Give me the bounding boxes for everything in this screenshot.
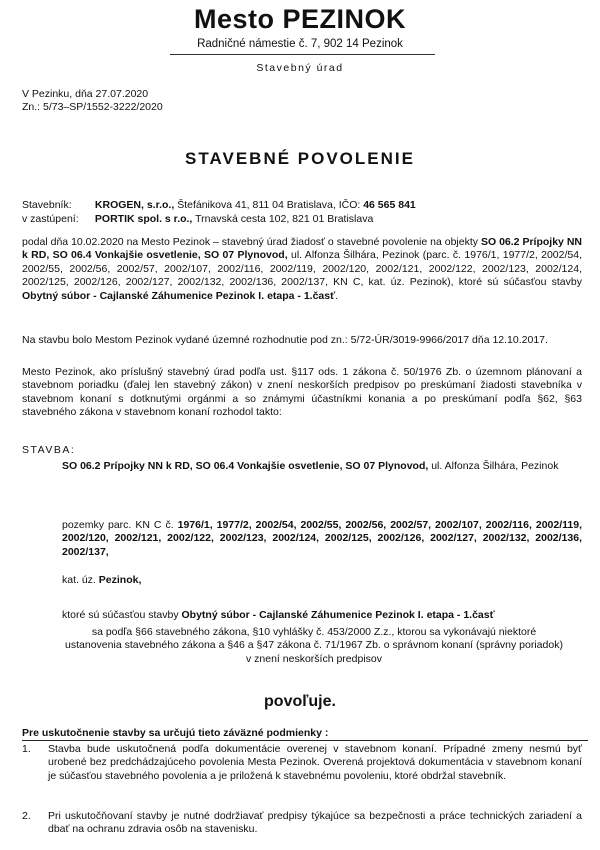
- date-line: V Pezinku, dňa 27.07.2020: [22, 88, 149, 100]
- office-name: Stavebný úrad: [256, 62, 344, 74]
- parcels-list: 1976/1, 1977/2, 2002/54, 2002/55, 2002/56, 2002/57, 2002/107, 2002/116, 2002/119, 2002/120, 2002/121, 2002/122, 2002/123, 2002/124, 2002/125, 2002/126, 2002/127, 2002/132, 2002/136, 2002/137,: [62, 519, 582, 558]
- builder-ico: 46 565 841: [363, 199, 416, 211]
- parcels-prefix: pozemky parc. KN C č.: [62, 519, 178, 531]
- project-line: [62, 609, 582, 622]
- project-prefix: ktoré sú súčasťou stavby: [62, 609, 182, 621]
- condition-number: 2.: [22, 810, 31, 822]
- request-text-2: ul. Alfonza Šilhára, Pezinok (parc. č. 1976/1, 1977/2, 2002/54, 2002/55, 2002/56, 2002/57, 2002/107, 2002/116, 2002/119, 2002/120, 2002/121, 2002/122, 2002/123, 2002/124, 2002/125, 2002/126, 2002/127, 2002/132, 2002/136, 2002/137, KN C, kat. úz. Pezinok), ktoré sú súčasťou stavby: [22, 249, 582, 289]
- builder-line: [22, 199, 582, 212]
- condition-text: Pri uskutočňovaní stavby je nutné dodržiavať predpisy týkajúce sa bezpečnosti a práce technických zariadení a dbať na ochranu zdravia osôb na stavenisku.: [48, 810, 582, 836]
- verdict: povoľuje.: [264, 693, 336, 710]
- condition-text: Stavba bude uskutočnená podľa dokumentácie overenej v stavebnom konaní. Prípadné zmeny nesmú byť urobené bez predchádzajúceho povolenia Mesta Pezinok. Overená projektová dokumentácia v stavebnom konaní je súčasťou stavebného povolenia a je priložená k stavebnému povoleniu, ktoré obdržal stavebník.: [48, 743, 582, 782]
- condition-item: [22, 810, 582, 840]
- stavba-place: ul. Alfonza Šilhára, Pezinok: [428, 460, 559, 472]
- header-divider: [170, 54, 435, 55]
- condition-item: [22, 743, 582, 809]
- parcels-paragraph: [62, 519, 582, 559]
- stavba-label: STAVBA:: [22, 444, 76, 456]
- builder-label: Stavebník:: [22, 199, 72, 211]
- agent-label: v zastúpení:: [22, 213, 79, 225]
- request-text-3: .: [335, 289, 339, 302]
- stavba-line: [62, 460, 572, 473]
- cadastral-prefix: kat. úz.: [62, 574, 99, 586]
- decision-paragraph: Mesto Pezinok, ako príslušný stavebný úrad podľa ust. §117 ods. 1 zákona č. 50/1976 Zb. o územnom plánovaní a stavebnom poriadku (ďalej len stavebný zákon) v znení neskorších predpisov po preskúmaní žiadosti stavebníka v stavebnom konaní s dotknutými orgánmi a so známymi účastníkmi konania a po preskúmaní podľa §62, §63 stavebného zákona v stavebnom konaní rozhodol takto:: [22, 366, 582, 419]
- builder-name: KROGEN, s.r.o.,: [94, 199, 175, 211]
- project-name: Obytný súbor - Cajlanské Záhumenice Pezinok I. etapa - 1.časť: [181, 609, 495, 621]
- stavba-name: SO 06.2 Prípojky NN k RD, SO 06.4 Vonkajšie osvetlenie, SO 07 Plynovod,: [62, 460, 429, 472]
- agent-address: Trnavská cesta 102, 821 01 Bratislava: [195, 213, 374, 225]
- cadastral-line: [62, 574, 141, 587]
- cadastral-name: Pezinok,: [98, 574, 142, 586]
- conditions-heading: Pre uskutočnenie stavby sa určujú tieto záväzné podmienky :: [22, 727, 329, 739]
- conditions-underline: [22, 740, 588, 741]
- document-heading: STAVEBNÉ POVOLENIE: [185, 149, 415, 168]
- request-objects: SO 06.2 Prípojky NN k RD, SO 06.4 Vonkajšie osvetlenie, SO 07 Plynovod,: [22, 236, 582, 262]
- city-title: Mesto PEZINOK: [193, 4, 407, 34]
- agent-line: [22, 213, 582, 226]
- condition-number: 1.: [22, 743, 31, 755]
- legal-basis: sa podľa §66 stavebného zákona, §10 vyhlášky č. 453/2000 Z.z., ktorou sa vykonávajú niektoré ustanovenia stavebného zákona a §46 a §47 zákona č. 71/1967 Zb. o správnom konaní (správny poriadok) v znení neskorších predpisov: [65, 626, 563, 665]
- zoning-paragraph: Na stavbu bolo Mestom Pezinok vydané územné rozhodnutie pod zn.: 5/72-ÚR/3019-9966/2017 dňa 12.10.2017.: [22, 334, 548, 346]
- request-project: Obytný súbor - Cajlanské Záhumenice Pezinok I. etapa - 1.časť: [22, 289, 336, 302]
- reference-number: Zn.: 5/73–SP/1552-3222/2020: [22, 101, 163, 113]
- builder-address: Štefánikova 41, 811 04 Bratislava, IČO:: [177, 199, 364, 211]
- request-text-1: podal dňa 10.02.2020 na Mesto Pezinok – stavebný úrad žiadosť o stavebné povolenie na objekty: [22, 236, 481, 248]
- agent-name: PORTIK spol. s r.o.,: [94, 213, 193, 225]
- request-paragraph: [22, 236, 582, 303]
- city-address: Radničné námestie č. 7, 902 14 Pezinok: [197, 38, 403, 50]
